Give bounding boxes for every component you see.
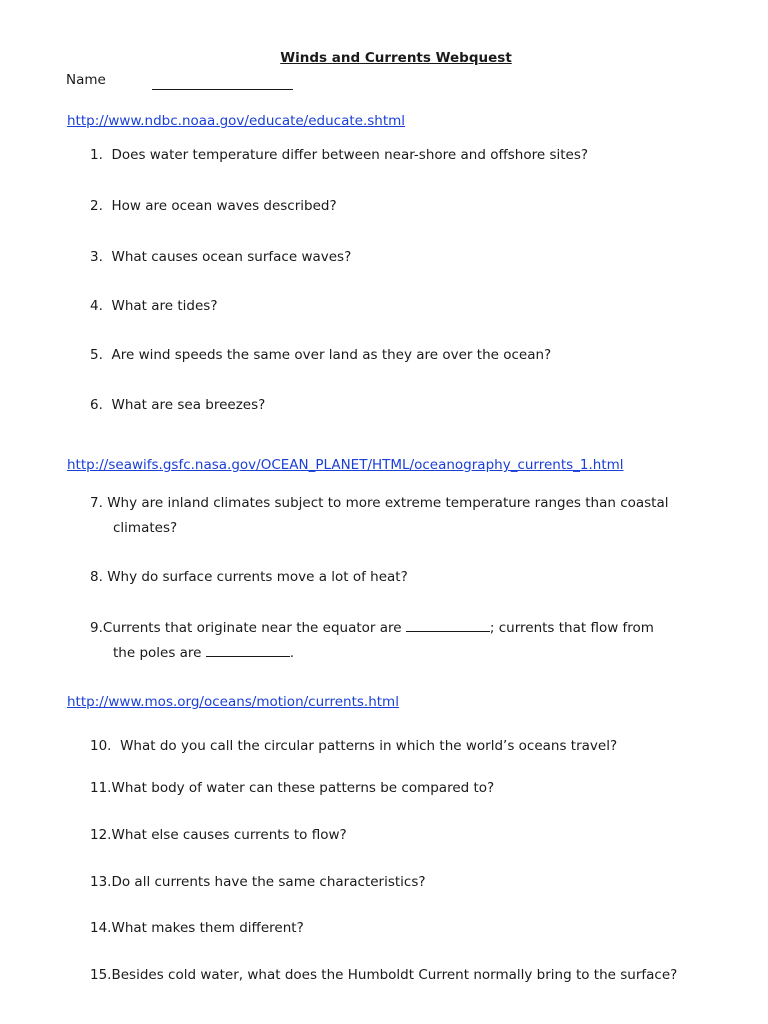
question-7 xyxy=(90,491,669,516)
question-3 xyxy=(90,245,351,270)
name-label: Name xyxy=(66,72,106,88)
question-14 xyxy=(90,916,304,941)
question-10 xyxy=(90,734,617,759)
question-number: 1. xyxy=(90,147,103,163)
question-text: What are sea breezes? xyxy=(111,397,266,413)
question-text: Does water temperature differ between near-shore and offshore sites? xyxy=(111,147,589,163)
question-text: How are ocean waves described? xyxy=(111,198,337,214)
question-9-continued xyxy=(113,641,294,666)
question-15 xyxy=(90,963,677,988)
link-mos[interactable]: http://www.mos.org/oceans/motion/currents.html xyxy=(67,694,399,710)
question-text-part-b: . xyxy=(289,645,295,661)
question-text: Why do surface currents move a lot of heat? xyxy=(107,569,408,585)
question-number: 8. xyxy=(90,569,103,585)
question-number: 2. xyxy=(90,198,103,214)
question-text: What causes ocean surface waves? xyxy=(111,249,352,265)
question-text: Why are inland climates subject to more extreme temperature ranges than coastal xyxy=(107,495,669,511)
question-6 xyxy=(90,393,265,418)
question-number: 7. xyxy=(90,495,103,511)
question-8 xyxy=(90,565,408,590)
question-13 xyxy=(90,870,426,895)
link-seawifs[interactable]: http://seawifs.gsfc.nasa.gov/OCEAN_PLANET/HTML/oceanography_currents_1.html xyxy=(67,457,624,473)
question-text: What makes them different? xyxy=(111,920,304,936)
question-12 xyxy=(90,823,347,848)
question-1 xyxy=(90,143,588,168)
question-number: 10. xyxy=(90,738,112,754)
question-11 xyxy=(90,776,494,801)
question-text: What do you call the circular patterns in which the world’s oceans travel? xyxy=(120,738,618,754)
question-text: Besides cold water, what does the Humboldt Current normally bring to the surface? xyxy=(111,967,678,983)
question-text: What else causes currents to flow? xyxy=(111,827,347,843)
question-9 xyxy=(90,616,654,641)
question-number: 14. xyxy=(90,920,112,936)
question-number: 6. xyxy=(90,397,103,413)
question-text: What are tides? xyxy=(111,298,218,314)
question-number: 3. xyxy=(90,249,103,265)
question-text: Are wind speeds the same over land as they are over the ocean? xyxy=(111,347,552,363)
question-text-part-b: ; currents that flow from xyxy=(489,620,654,636)
question-number: 13. xyxy=(90,874,112,890)
name-blank-line[interactable] xyxy=(152,89,293,90)
question-number: 5. xyxy=(90,347,103,363)
question-text: Do all currents have the same characteristics? xyxy=(111,874,426,890)
question-text: What body of water can these patterns be compared to? xyxy=(111,780,495,796)
question-text: Currents that originate near the equator are xyxy=(102,620,402,636)
question-number: 4. xyxy=(90,298,103,314)
question-4 xyxy=(90,294,218,319)
question-number: 15. xyxy=(90,967,112,983)
question-number: 12. xyxy=(90,827,112,843)
answer-blank-equator[interactable] xyxy=(406,617,490,632)
page-title: Winds and Currents Webquest xyxy=(280,50,512,66)
question-7-continued: climates? xyxy=(113,520,178,536)
link-ndbc[interactable]: http://www.ndbc.noaa.gov/educate/educate.shtml xyxy=(67,113,406,129)
question-5 xyxy=(90,343,551,368)
question-number: 9. xyxy=(90,620,103,636)
answer-blank-poles[interactable] xyxy=(206,642,290,657)
question-text: the poles are xyxy=(113,645,202,661)
question-number: 11. xyxy=(90,780,112,796)
question-2 xyxy=(90,194,337,219)
